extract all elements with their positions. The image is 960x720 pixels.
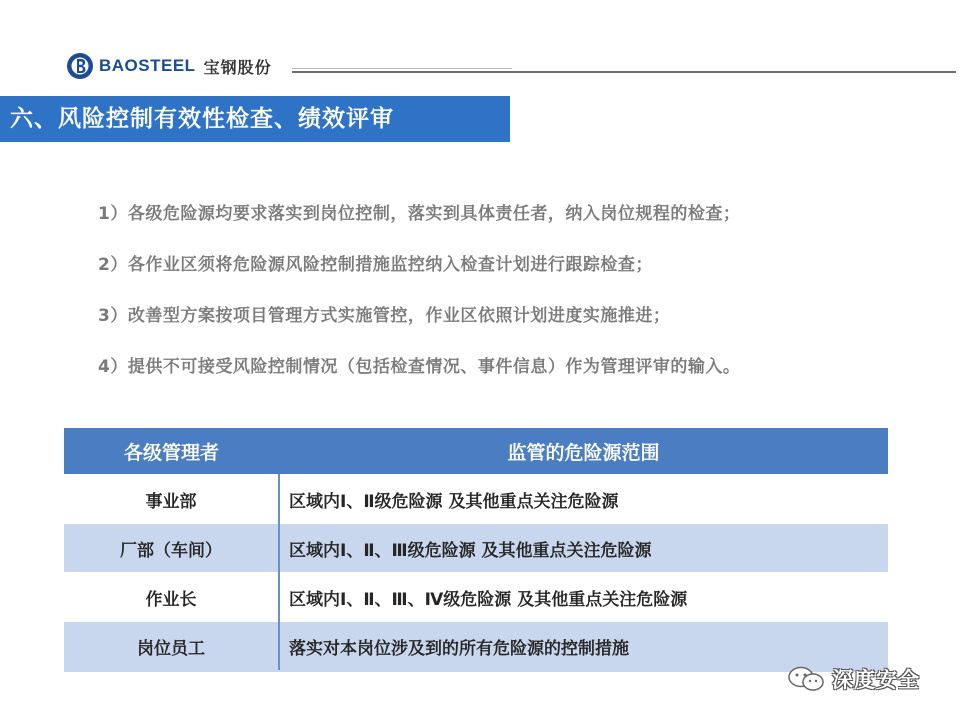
manager-cell: 事业部 bbox=[64, 475, 279, 524]
scope-cell: 落实对本岗位涉及到的所有危险源的控制措施 bbox=[279, 622, 888, 672]
brand-name-en: BAOSTEEL bbox=[99, 56, 196, 75]
wechat-icon bbox=[786, 665, 826, 693]
watermark bbox=[786, 664, 920, 694]
scope-cell: 区域内Ⅰ、Ⅱ、Ⅲ级危险源 及其他重点关注危险源 bbox=[279, 524, 888, 573]
brand-name-cn: 宝钢股份 bbox=[203, 57, 272, 77]
table-row bbox=[64, 524, 888, 573]
section-title: 六、风险控制有效性检查、绩效评审 bbox=[0, 96, 510, 142]
company-logo bbox=[66, 50, 272, 82]
scope-cell: 区域内Ⅰ、Ⅱ级危险源 及其他重点关注危险源 bbox=[279, 475, 888, 524]
point-item: 3）改善型方案按项目管理方式实施管控，作业区依照计划进度实施推进； bbox=[98, 306, 671, 326]
column-header-scope: 监管的危险源范围 bbox=[279, 428, 888, 475]
header-divider-accent bbox=[292, 68, 512, 69]
table-row bbox=[64, 475, 888, 524]
table-row bbox=[64, 622, 888, 672]
points-list bbox=[98, 200, 938, 404]
manager-cell: 作业长 bbox=[64, 573, 279, 622]
watermark-text: 深度安全 bbox=[832, 668, 920, 692]
baosteel-logo-icon bbox=[66, 52, 94, 80]
manager-cell: 厂部（车间） bbox=[64, 524, 279, 573]
column-header-manager: 各级管理者 bbox=[64, 428, 279, 475]
point-item: 1）各级危险源均要求落实到岗位控制，落实到具体责任者，纳入岗位规程的检查； bbox=[98, 204, 741, 224]
hazard-scope-table bbox=[64, 428, 888, 672]
table-row bbox=[64, 573, 888, 622]
scope-cell: 区域内Ⅰ、Ⅱ、Ⅲ、Ⅳ级危险源 及其他重点关注危险源 bbox=[279, 573, 888, 622]
table-header-row bbox=[64, 428, 888, 475]
point-item: 4）提供不可接受风险控制情况（包括检查情况、事件信息）作为管理评审的输入。 bbox=[98, 357, 741, 377]
slide-header bbox=[0, 0, 960, 90]
point-item: 2）各作业区须将危险源风险控制措施监控纳入检查计划进行跟踪检查； bbox=[98, 255, 653, 275]
manager-cell: 岗位员工 bbox=[64, 622, 279, 672]
header-divider bbox=[292, 71, 956, 73]
